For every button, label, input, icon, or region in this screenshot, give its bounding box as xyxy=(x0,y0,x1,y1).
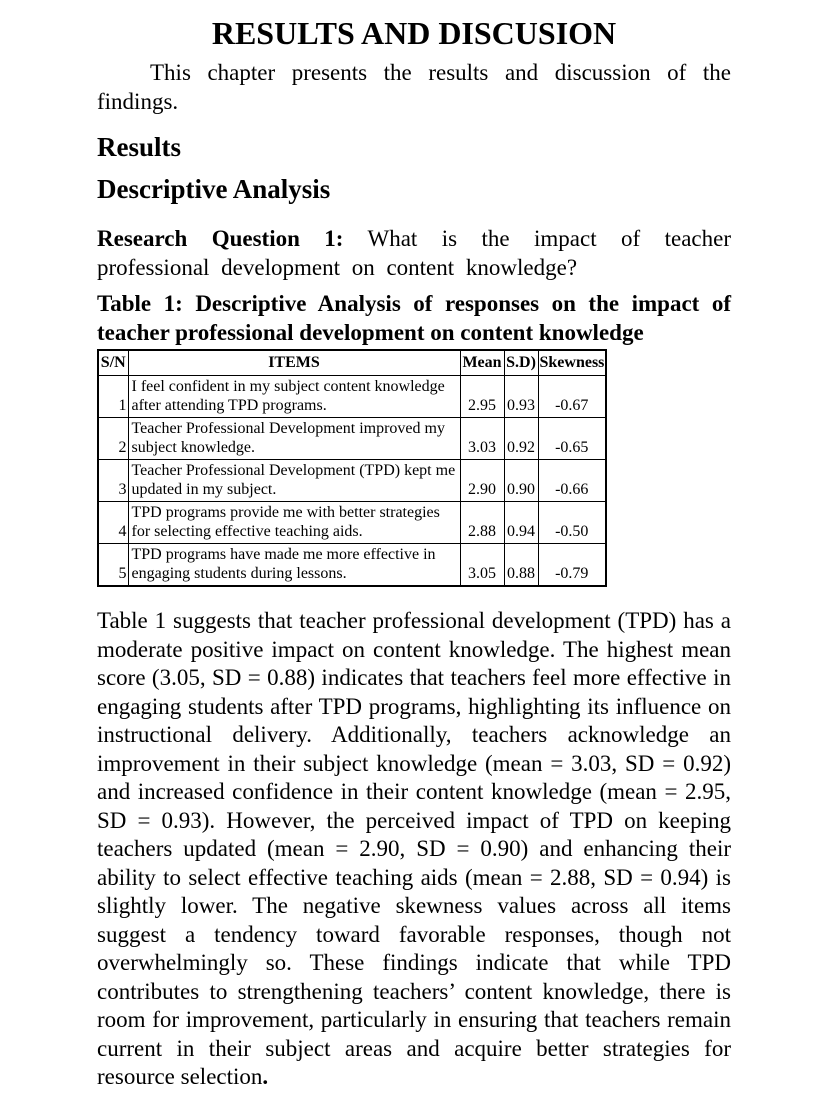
row-skewness-value: -0.79 xyxy=(538,544,606,587)
row-skewness-value: -0.65 xyxy=(538,418,606,460)
row-item-text: TPD programs have made me more effective in engaging students during lessons. xyxy=(128,544,460,587)
table-row xyxy=(98,460,606,502)
row-skewness-value: -0.67 xyxy=(538,376,606,418)
descriptive-analysis-table xyxy=(97,349,607,587)
row-serial-number: 3 xyxy=(98,460,128,502)
discussion-final-period: . xyxy=(262,1064,269,1089)
row-item-text: TPD programs provide me with better strategies for selecting effective teaching aids. xyxy=(128,502,460,544)
table-body xyxy=(98,376,606,587)
table-row xyxy=(98,376,606,418)
intro-paragraph: This chapter presents the results and discussion of the findings. xyxy=(97,60,731,114)
research-question-paragraph xyxy=(97,224,731,282)
discussion-paragraph xyxy=(97,607,731,1092)
row-mean-value: 2.90 xyxy=(460,460,504,502)
column-header-sd: S.D) xyxy=(504,350,538,376)
descriptive-analysis-heading: Descriptive Analysis xyxy=(97,174,331,204)
row-mean-value: 2.88 xyxy=(460,502,504,544)
column-header-skewness: Skewness xyxy=(538,350,606,376)
row-mean-value: 3.03 xyxy=(460,418,504,460)
row-mean-value: 3.05 xyxy=(460,544,504,587)
chapter-title: RESULTS AND DISCUSION xyxy=(211,15,617,51)
table-row xyxy=(98,502,606,544)
row-sd-value: 0.94 xyxy=(504,502,538,544)
row-serial-number: 1 xyxy=(98,376,128,418)
research-question-label: Research Question 1: xyxy=(97,226,344,251)
row-sd-value: 0.88 xyxy=(504,544,538,587)
row-mean-value: 2.95 xyxy=(460,376,504,418)
table-row xyxy=(98,544,606,587)
column-header-mean: Mean xyxy=(460,350,504,376)
row-sd-value: 0.93 xyxy=(504,376,538,418)
row-sd-value: 0.90 xyxy=(504,460,538,502)
row-serial-number: 5 xyxy=(98,544,128,587)
table-caption: Table 1: Descriptive Analysis of responses on the impact of teacher professional development on content knowledge xyxy=(97,291,731,345)
row-serial-number: 4 xyxy=(98,502,128,544)
row-item-text: Teacher Professional Development (TPD) kept me updated in my subject. xyxy=(128,460,460,502)
discussion-text: Table 1 suggests that teacher professional development (TPD) has a moderate positive impact on content knowledge. The highest mean score (3.05, SD = 0.88) indicates that teachers feel more effective in engaging students after TPD programs, highlighting its influence on instructional delivery. Additionally, teachers acknowledge an improvement in their subject knowledge (mean = 3.03, SD = 0.92) and increased confidence in their content knowledge (mean = 2.95, SD = 0.93). However, the perceived impact of TPD on keeping teachers updated (mean = 2.90, SD = 0.90) and enhancing their ability to select effective teaching aids (mean = 2.88, SD = 0.94) is slightly lower. The negative skewness values across all items suggest a tendency toward favorable responses, though not overwhelmingly so. These findings indicate that while TPD contributes to strengthening teachers’ content knowledge, there is room for improvement, particularly in ensuring that teachers remain current in their subject areas and acquire better strategies for resource selection xyxy=(97,608,731,1089)
row-item-text: Teacher Professional Development improved my subject knowledge. xyxy=(128,418,460,460)
results-heading: Results xyxy=(97,132,182,162)
row-skewness-value: -0.50 xyxy=(538,502,606,544)
research-question-text: What is the impact of teacher professional development on content knowledge? xyxy=(97,226,731,280)
column-header-sn: S/N xyxy=(98,350,128,376)
row-item-text: I feel confident in my subject content knowledge after attending TPD programs. xyxy=(128,376,460,418)
table-header-row xyxy=(98,350,606,376)
column-header-items: ITEMS xyxy=(128,350,460,376)
row-sd-value: 0.92 xyxy=(504,418,538,460)
row-skewness-value: -0.66 xyxy=(538,460,606,502)
table-row xyxy=(98,418,606,460)
row-serial-number: 2 xyxy=(98,418,128,460)
